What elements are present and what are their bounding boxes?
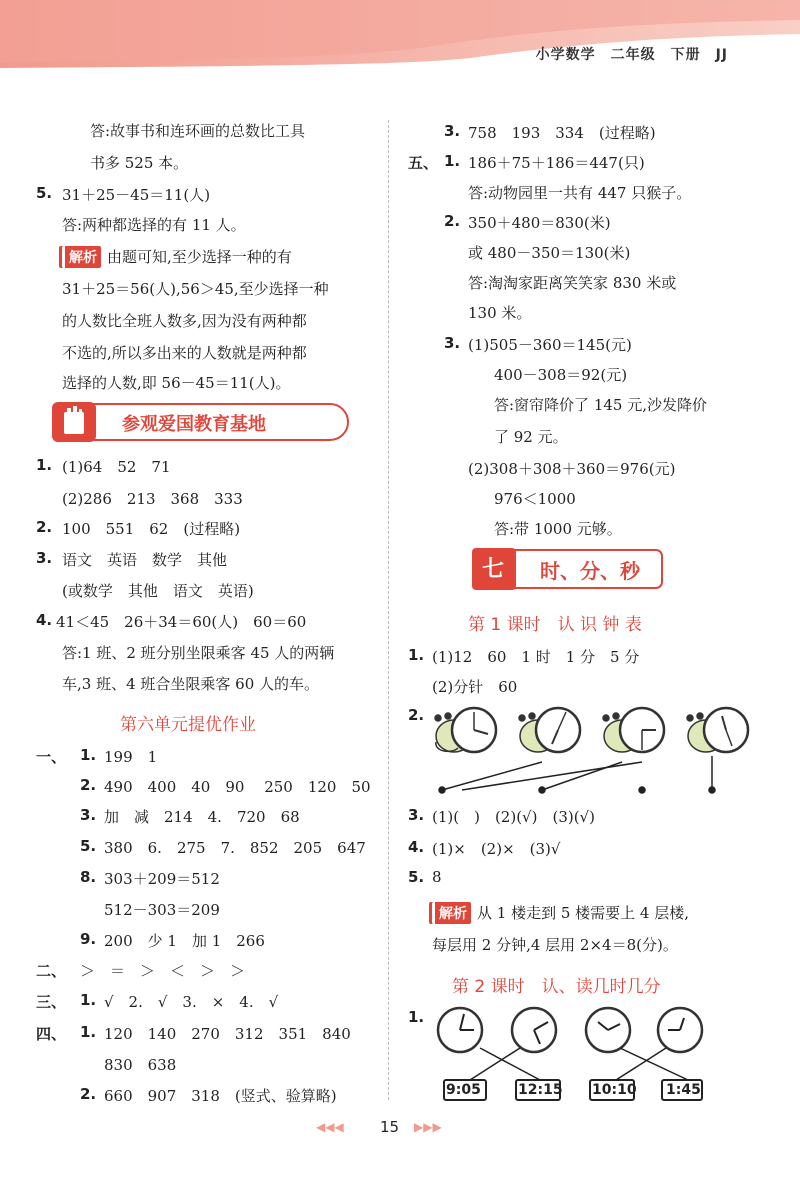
question-number: 2. (80, 1085, 97, 1103)
answer-line: 512－303＝209 (104, 901, 220, 919)
answer-line: ＞ ＝ ＞ ＜ ＞ ＞ (80, 962, 246, 980)
question-number: 2. (36, 518, 53, 536)
footer-arrows-right: ▶▶▶ (414, 1120, 442, 1134)
section-number: 五、 (408, 154, 439, 172)
answer-line: 了 92 元。 (494, 428, 568, 446)
matching-lines (439, 756, 715, 793)
answer-line: 400－308＝92(元) (494, 366, 628, 384)
answer-line: 976＜1000 (494, 490, 576, 508)
question-number: 1. (444, 152, 461, 170)
question-number: 5. (80, 837, 97, 855)
answer-line: 车,3 班、4 班合坐限乘客 60 人的车。 (62, 675, 320, 693)
lesson-title: 第 1 课时 认 识 钟 表 (468, 615, 642, 635)
answer-line: 350＋480＝830(米) (468, 214, 611, 232)
answer-line: 答:带 1000 元够。 (494, 520, 622, 538)
footer-arrows-left: ◀◀◀ (316, 1120, 344, 1134)
section-number: 二、 (36, 962, 67, 980)
snail-clock (603, 708, 664, 752)
snail-clock (435, 708, 496, 752)
analysis-line (62, 246, 292, 268)
question-number: 1. (80, 746, 97, 764)
digital-time: 9:05 (446, 1082, 481, 1098)
snail-clock (687, 708, 748, 752)
question-number: 2. (80, 776, 97, 794)
question-number: 1. (36, 456, 53, 474)
question-number: 2. (408, 706, 425, 724)
column-divider (388, 120, 389, 1100)
answer-line: (2)286 213 368 333 (62, 490, 243, 508)
analysis-text: 每层用 2 分钟,4 层用 2×4＝8(分)。 (432, 936, 678, 954)
analysis-text: 选择的人数,即 56－45＝11(人)。 (62, 374, 291, 392)
answer-line: 8 (432, 868, 442, 886)
digital-time: 10:10 (592, 1082, 637, 1098)
answer-line: 490 400 40 90 250 120 50 (104, 778, 371, 796)
question-number: 1. (80, 1023, 97, 1041)
answer-line: 语文 英语 数学 其他 (62, 551, 228, 569)
question-number: 3. (444, 334, 461, 352)
question-number: 3. (444, 122, 461, 140)
section-number: 四、 (36, 1025, 67, 1043)
header-edition: JJ (715, 47, 728, 63)
answer-line: 830 638 (104, 1056, 177, 1074)
section-title: 参观爱国教育基地 (122, 414, 266, 435)
answer-line: 书多 525 本。 (90, 154, 189, 172)
answer-line: 答:动物园里一共有 447 只猴子。 (468, 184, 692, 202)
chapter-number: 七 (482, 557, 505, 582)
lesson-title: 第 2 课时 认、读几时几分 (452, 977, 661, 997)
answer-line: (1)× (2)× (3)√ (432, 840, 561, 858)
answer-line: 200 少 1 加 1 266 (104, 932, 265, 950)
header-subject: 小学数学 (535, 47, 596, 63)
question-number: 2. (444, 212, 461, 230)
answer-line: √ 2. √ 3. × 4. √ (104, 993, 279, 1011)
section-number: 三、 (36, 993, 67, 1011)
question-number: 1. (408, 1008, 425, 1026)
answer-line: (1)( ) (2)(√) (3)(√) (432, 808, 595, 826)
answer-line: 120 140 270 312 351 840 (104, 1025, 351, 1043)
answer-line: 31＋25－45＝11(人) (62, 186, 211, 204)
answer-line: 41＜45 26＋34＝60(人) 60＝60 (56, 613, 307, 631)
answer-line: 758 193 334 (过程略) (468, 124, 656, 142)
question-number: 9. (80, 930, 97, 948)
answer-line: (2)308＋308＋360＝976(元) (468, 460, 676, 478)
page-number: 15 (380, 1118, 400, 1136)
snail-clock (519, 708, 580, 752)
section-number: 一、 (36, 748, 67, 766)
snail-clocks-figure (422, 700, 782, 800)
analysis-text: 的人数比全班人数多,因为没有两种都 (62, 312, 307, 330)
answer-line: 199 1 (104, 748, 158, 766)
header-volume: 下册 (670, 47, 701, 63)
analysis-text: 31＋25＝56(人),56＞45,至少选择一种 (62, 280, 329, 298)
unit-title: 第六单元提优作业 (120, 715, 256, 735)
answer-line: 100 551 62 (过程略) (62, 520, 241, 538)
header-book-info (536, 44, 728, 64)
answer-line: 380 6. 275 7. 852 205 647 (104, 839, 366, 857)
question-number: 1. (80, 991, 97, 1009)
question-number: 3. (80, 806, 97, 824)
question-number: 4. (408, 838, 425, 856)
answer-line: 130 米。 (468, 304, 532, 322)
header-grade: 二年级 (610, 47, 656, 63)
question-number: 5. (408, 868, 425, 886)
answer-line: 加 减 214 4. 720 68 (104, 808, 300, 826)
answer-line: (2)分针 60 (432, 678, 518, 696)
analysis-label: 解析 (62, 246, 101, 268)
answer-line: 答:窗帘降价了 145 元,沙发降价 (494, 396, 707, 414)
answer-line: 答:两种都选择的有 11 人。 (62, 216, 246, 234)
answer-line: 答:1 班、2 班分别坐限乘客 45 人的两辆 (62, 644, 335, 662)
question-number: 8. (80, 868, 97, 886)
digital-time: 12:15 (518, 1082, 563, 1098)
answer-line: (1)12 60 1 时 1 分 5 分 (432, 648, 640, 666)
digital-time: 1:45 (666, 1082, 701, 1098)
answer-line: 186＋75＋186＝447(只) (468, 154, 645, 172)
question-number: 4. (36, 611, 53, 629)
analysis-text: 从 1 楼走到 5 楼需要上 4 层楼, (477, 904, 690, 922)
answer-line: 660 907 318 (竖式、验算略) (104, 1087, 337, 1105)
answer-line: 答:淘淘家距离笑笑家 830 米或 (468, 274, 677, 292)
analysis-line (432, 902, 689, 924)
answer-line: 303＋209＝512 (104, 870, 220, 888)
answer-line: 或 480－350＝130(米) (468, 244, 631, 262)
question-number: 1. (408, 646, 425, 664)
question-number: 3. (408, 806, 425, 824)
answer-line: (1)505－360＝145(元) (468, 336, 632, 354)
answer-line: (或数学 其他 语文 英语) (62, 582, 254, 600)
analysis-text: 不选的,所以多出来的人数就是两种都 (62, 344, 307, 362)
question-number: 5. (36, 184, 53, 202)
analysis-label: 解析 (432, 902, 471, 924)
analysis-text: 由题可知,至少选择一种的有 (107, 248, 292, 266)
answer-line: (1)64 52 71 (62, 458, 171, 476)
question-number: 3. (36, 549, 53, 567)
answer-line: 答:故事书和连环画的总数比工具 (90, 122, 306, 140)
chapter-title: 时、分、秒 (540, 559, 640, 583)
